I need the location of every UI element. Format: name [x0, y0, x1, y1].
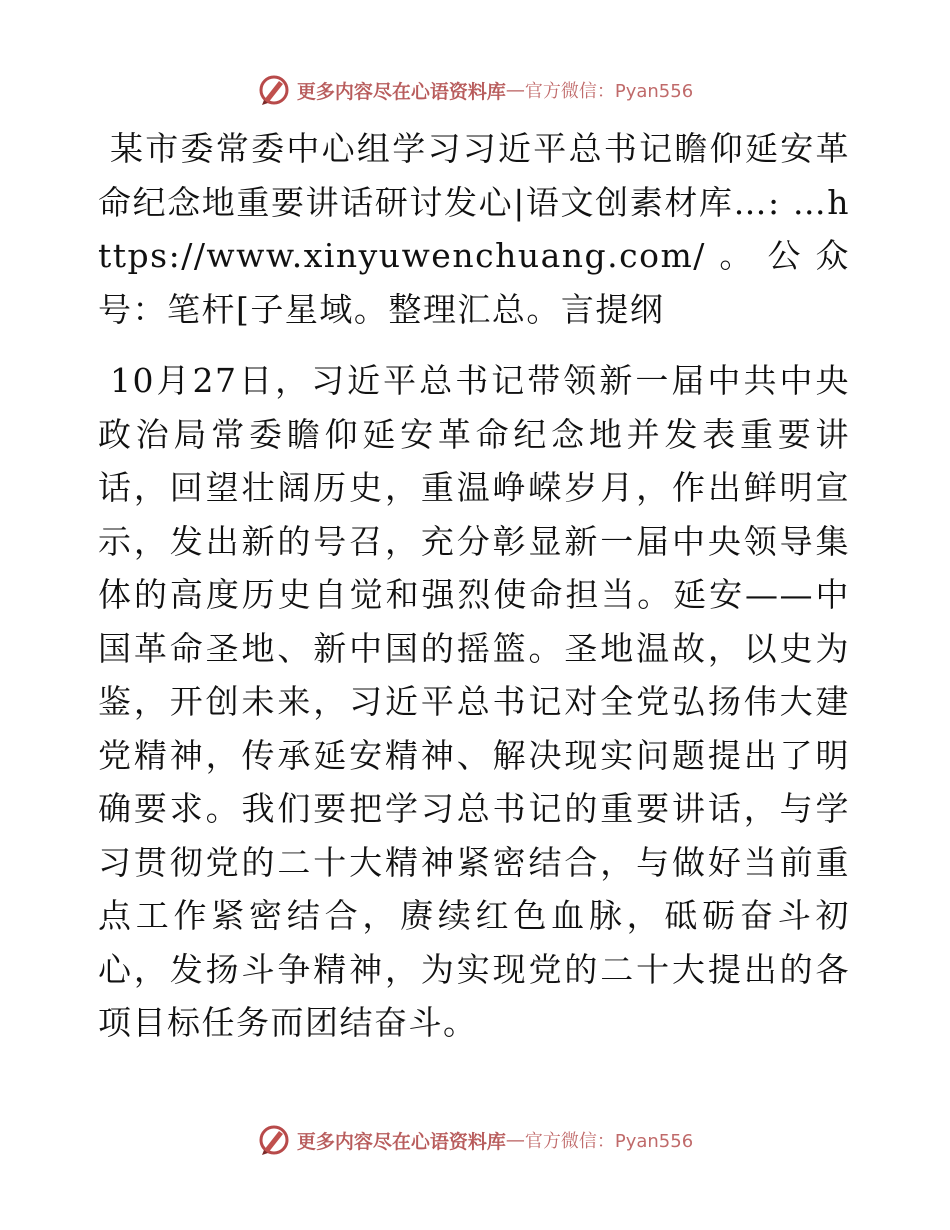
- pen-logo-icon: [257, 73, 291, 107]
- footer-banner: [0, 1120, 950, 1160]
- header-banner: [0, 70, 950, 110]
- banner-title: 更多内容尽在心语资料库: [296, 80, 506, 103]
- title-paragraph: 某市委常委中心组学习习近平总书记瞻仰延安革命纪念地重要讲话研讨发心|语文创素材库…: …https://www.xinyuwenchuang.com/。公众号：笔杆[子星域。整理汇总。言提纲: [98, 129, 850, 329]
- banner-wechat: 官方微信：Pyan556: [524, 81, 694, 102]
- banner-separator: —: [505, 1129, 525, 1151]
- banner-wechat: 官方微信：Pyan556: [524, 1131, 694, 1152]
- document-body: [98, 122, 850, 1050]
- pen-logo-icon: [257, 1123, 291, 1157]
- banner-separator: —: [505, 79, 525, 101]
- body-paragraph: 10月27日，习近平总书记带领新一届中共中央政治局常委瞻仰延安革命纪念地并发表重要讲话，回望壮阔历史，重温峥嵘岁月，作出鲜明宣示，发出新的号召，充分彰显新一届中央领导集体的高度历史自觉和强烈使命担当。延安——中国革命圣地、新中国的摇篮。圣地温故，以史为鉴，开创未来，习近平总书记对全党弘扬伟大建党精神，传承延安精神、解决现实问题提出了明确要求。我们要把学习总书记的重要讲话，与学习贯彻党的二十大精神紧密结合，与做好当前重点工作紧密结合，赓续红色血脉，砥砺奋斗初心，发扬斗争精神，为实现党的二十大提出的各项目标任务而团结奋斗。: [98, 361, 850, 1042]
- banner-title: 更多内容尽在心语资料库: [296, 1130, 506, 1153]
